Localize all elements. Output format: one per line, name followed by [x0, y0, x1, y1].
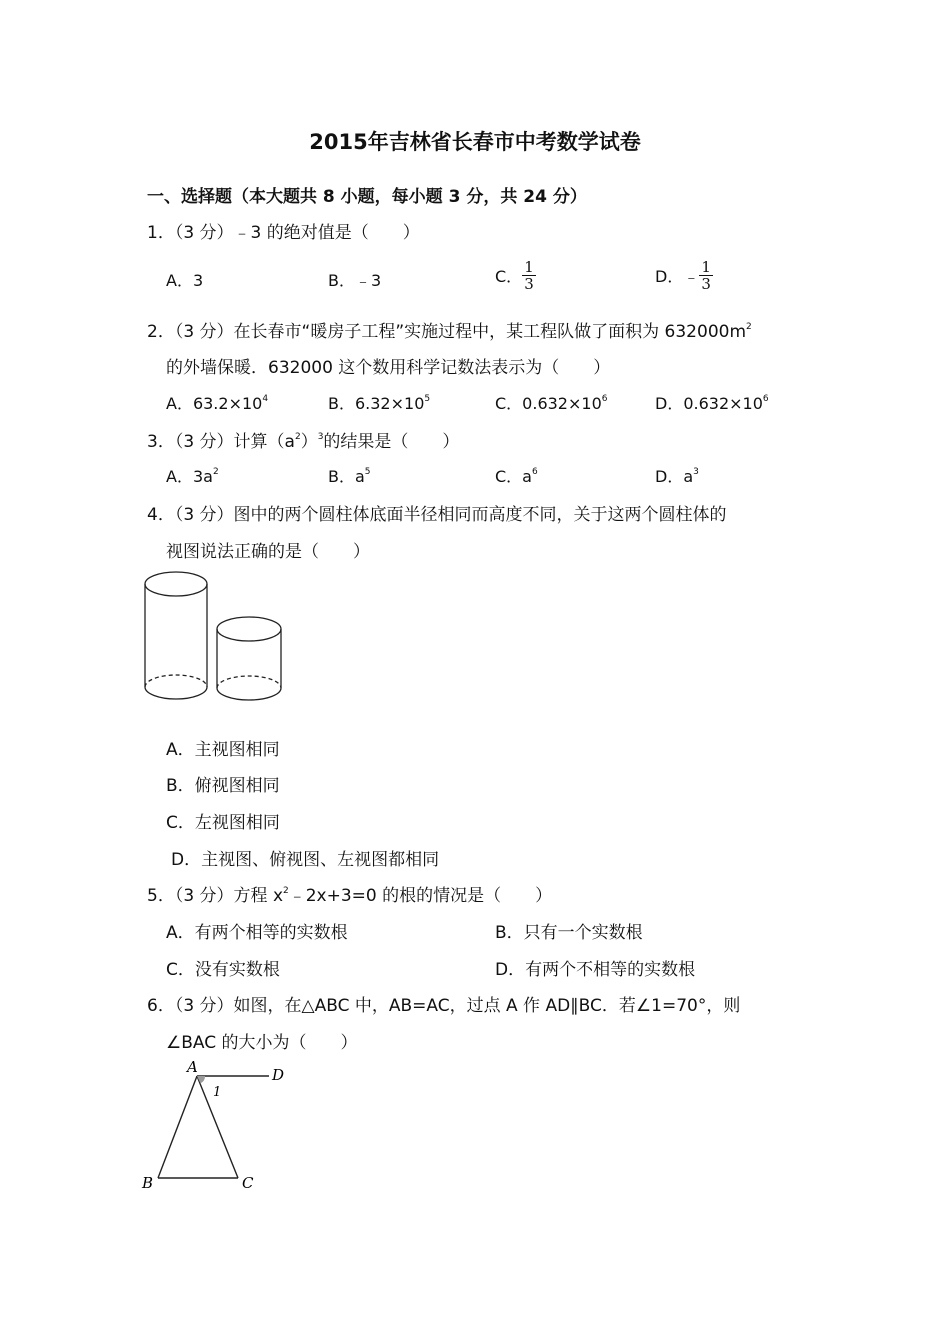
q4-option-b: B．俯视图相同	[166, 776, 280, 796]
q1-option-c: C． $\frac{1}{3}$	[495, 258, 534, 293]
q1-stem: 1．（3 分）﹣3 的绝对值是（ ）	[147, 223, 420, 243]
q6-stem-line2: ∠BAC 的大小为（ ）	[166, 1033, 358, 1053]
q4-stem-line1: 4．（3 分）图中的两个圆柱体底面半径相同而高度不同，关于这两个圆柱体的	[147, 505, 727, 525]
page-title: 2015年吉林省长春市中考数学试卷	[309, 130, 641, 154]
q6-stem-line1: 6．（3 分）如图，在△ABC 中，AB=AC，过点 A 作 AD∥BC．若∠1=70°，则	[147, 996, 741, 1016]
q4-stem-line2: 视图说法正确的是（ ）	[166, 542, 370, 562]
q1-option-a: A．3	[166, 271, 204, 290]
q4-option-d: D．主视图、俯视图、左视图都相同	[171, 850, 440, 870]
q1-option-c-fraction: $\frac{1}{3}$	[524, 258, 534, 293]
q3-option-b: B．$a^5$	[328, 467, 371, 486]
tall-cylinder-top	[145, 572, 207, 596]
q2-stem-line2: 的外墙保暖．632000 这个数用科学记数法表示为（ ）	[166, 358, 611, 378]
q1-option-d-fraction: $\frac{1}{3}$	[701, 258, 711, 293]
tall-cylinder-bottom-front	[145, 687, 207, 699]
q2-stem-line1: 2．（3 分）在长春市“暖房子工程”实施过程中，某工程队做了面积为 $632000m^2$	[147, 322, 752, 342]
section-heading: 一、选择题（本大题共 8 小题，每小题 3 分，共 24 分）	[147, 187, 587, 207]
q5-option-a: A．有两个相等的实数根	[166, 923, 348, 943]
q2-option-d: D．$0.632\times 10^6$	[655, 394, 769, 413]
q2-option-c: C．$0.632\times 10^6$	[495, 394, 608, 413]
q3-stem: 3．（3 分）计算$(a^2)^3$的结果是（ ）	[147, 432, 460, 452]
tall-cylinder-bottom-back	[145, 675, 207, 687]
side-ab	[158, 1076, 197, 1178]
label-b: B	[142, 1174, 154, 1192]
q3-option-c: C．$a^6$	[495, 467, 538, 486]
q4-option-c: C．左视图相同	[166, 813, 280, 833]
q3-option-d: D．$a^3$	[655, 467, 699, 486]
q5-option-d: D．有两个不相等的实数根	[495, 960, 696, 980]
q1-option-d: D．﹣ $\frac{1}{3}$	[655, 258, 711, 293]
label-angle-1: 1	[213, 1085, 222, 1100]
q1-option-b: B．﹣3	[328, 271, 382, 290]
short-cylinder-top	[217, 617, 281, 641]
q2-option-a: A．$63.2\times 10^4$	[166, 394, 269, 413]
label-c: C	[242, 1174, 254, 1192]
short-cylinder-bottom-back	[217, 676, 281, 688]
short-cylinder-bottom-front	[217, 688, 281, 700]
q2-option-b: B．$6.32\times 10^5$	[328, 394, 431, 413]
q4-option-a: A．主视图相同	[166, 740, 280, 760]
q5-stem: 5．（3 分）方程 $x^2﹣2x+3=0$ 的根的情况是（ ）	[147, 886, 553, 906]
cylinders-figure	[140, 566, 290, 706]
q5-option-c: C．没有实数根	[166, 960, 280, 980]
q3-option-a: A．$3a^2$	[166, 467, 219, 486]
label-d: D	[272, 1066, 285, 1084]
q5-option-b: B．只有一个实数根	[495, 923, 643, 943]
triangle-figure	[136, 1056, 296, 1196]
label-a: A	[187, 1058, 198, 1076]
